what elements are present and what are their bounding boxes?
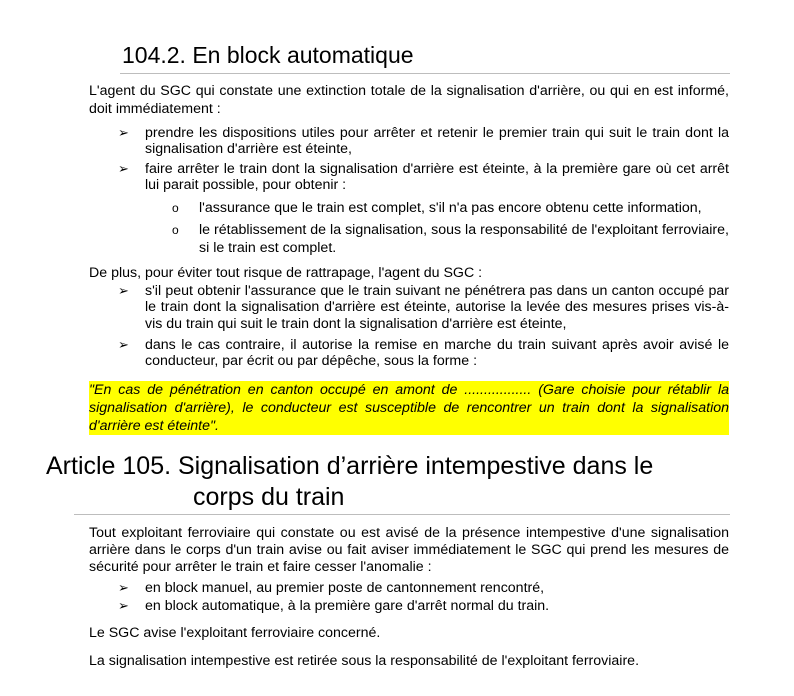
list-item-text: faire arrêter le train dont la signalisation d'arrière est éteinte, à la première gare où cet arrêt lui parait possible, pour obtenir :: [145, 161, 729, 194]
article-heading-line1: Article 105. Signalisation d’arrière intempestive dans le: [46, 452, 654, 480]
list-item-text: s'il peut obtenir l'assurance que le train suivant ne pénétrera pas dans un canton occupé par le train dont la signalisation d'arrière est éteinte, autorise la levée des mesures prises vis-à-vis du train qui suit le train dont la signalisation d'arrière est éteinte,: [145, 283, 729, 332]
list-item-text: dans le cas contraire, il autorise la remise en marche du train suivant après avoir avisé le conducteur, par écrit ou par dépêche, sous la forme :: [145, 337, 729, 370]
list-item: [118, 337, 729, 370]
arrow-bullet-icon: ➢: [118, 337, 129, 352]
sub-list-item-text: l'assurance que le train est complet, s'il n'a pas encore obtenu cette information,: [199, 200, 702, 216]
section-heading-104-2: 104.2. En block automatique: [122, 42, 414, 68]
list-item: [118, 580, 729, 596]
arrow-bullet-icon: ➢: [118, 598, 129, 613]
list-item: [118, 125, 729, 158]
circle-bullet-icon: o: [172, 223, 179, 237]
paragraph: La signalisation intempestive est retirée sous la responsabilité de l'exploitant ferroviaire.: [89, 653, 640, 669]
de-plus-paragraph: De plus, pour éviter tout risque de rattrapage, l'agent du SGC :: [89, 265, 483, 281]
intro-paragraph: L'agent du SGC qui constate une extinction totale de la signalisation d'arrière, ou qui en est informé, doit immédiatement :: [89, 83, 729, 118]
list-item-text: en block manuel, au premier poste de cantonnement rencontré,: [145, 580, 545, 596]
heading-underline: [74, 514, 730, 515]
list-item: [118, 283, 729, 332]
arrow-bullet-icon: ➢: [118, 125, 129, 140]
list-item-text: prendre les dispositions utiles pour arrêter et retenir le premier train qui suit le train dont la signalisation d'arrière est éteinte,: [145, 125, 729, 158]
arrow-bullet-icon: ➢: [118, 580, 129, 595]
highlighted-message: "En cas de pénétration en canton occupé en amont de ................. (Gare choisie pour rétablir la signalisation d'arrière), le conducteur est susceptible de rencontrer un train dont la signalisation d'arrière est éteinte".: [89, 382, 729, 434]
list-item-text: en block automatique, à la première gare d'arrêt normal du train.: [145, 598, 550, 614]
article-intro-paragraph: Tout exploitant ferroviaire qui constate ou est avisé de la présence intempestive d'une signalisation arrière dans le corps d'un train avise ou fait aviser immédiatement le SGC qui prend les mesures de sécurité pour arrêter le train et faire cesser l'anomalie :: [89, 525, 729, 575]
sub-list-item: [172, 199, 729, 217]
article-heading-line2: corps du train: [193, 483, 345, 511]
circle-bullet-icon: o: [172, 201, 179, 215]
list-item: [118, 598, 729, 614]
paragraph: Le SGC avise l'exploitant ferroviaire concerné.: [89, 625, 381, 641]
sub-list-item: [172, 221, 729, 257]
list-item: [118, 161, 729, 194]
arrow-bullet-icon: ➢: [118, 283, 129, 298]
arrow-bullet-icon: ➢: [118, 161, 129, 176]
heading-underline: [120, 73, 730, 74]
sub-list-item-text: le rétablissement de la signalisation, sous la responsabilité de l'exploitant ferroviaire, si le train est complet.: [199, 222, 729, 256]
